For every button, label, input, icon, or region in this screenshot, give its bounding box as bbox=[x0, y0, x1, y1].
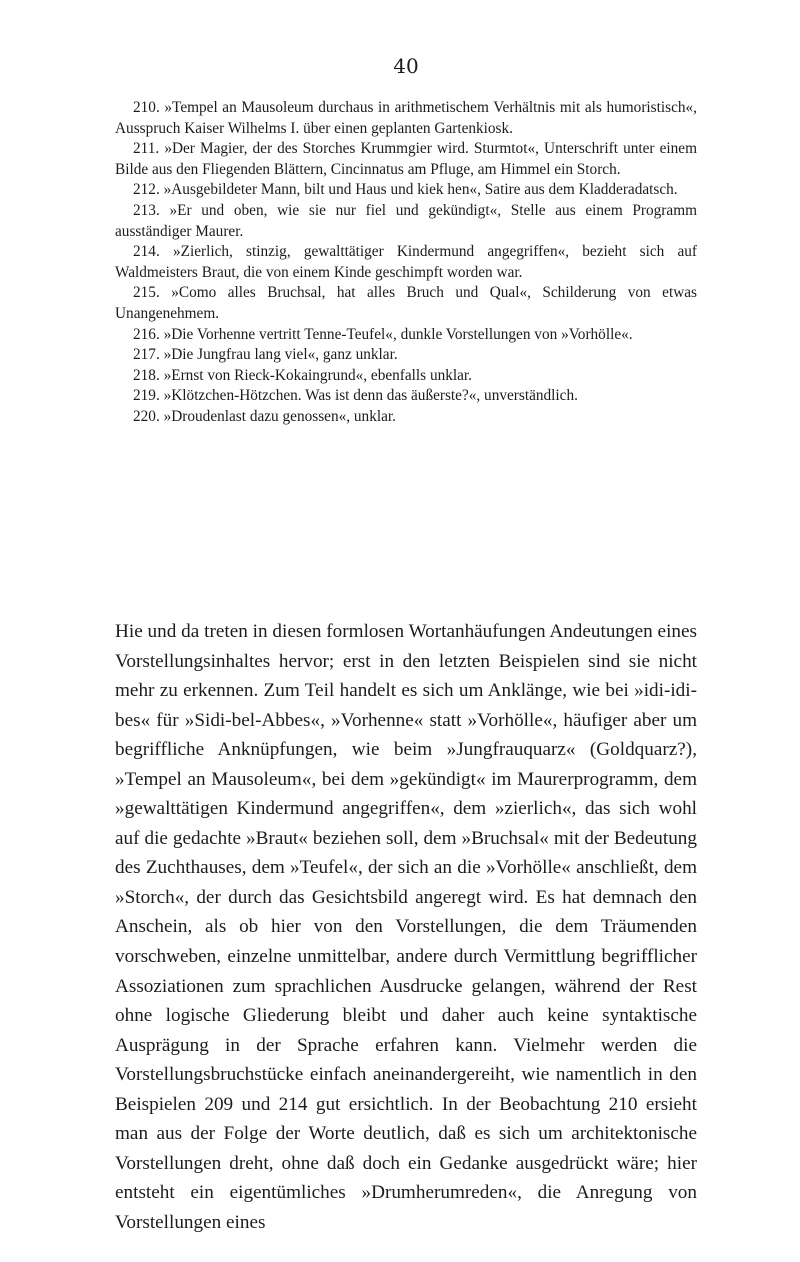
example-item-217: 217. »Die Jungfrau lang viel«, ganz unklar. bbox=[133, 346, 398, 364]
example-item-220: 220. »Droudenlast dazu genossen«, unklar. bbox=[133, 407, 396, 425]
page-number: 40 bbox=[393, 54, 419, 78]
example-item-216: 216. »Die Vorhenne vertritt Tenne-Teufel«, dunkle Vorstellungen von »Vorhölle«. bbox=[133, 325, 633, 343]
example-item-218: 218. »Ernst von Rieck-Kokaingrund«, ebenfalls unklar. bbox=[133, 366, 473, 384]
example-item-210: 210. »Tempel an Mausoleum durchaus in arithmetischem Verhältnis mit als humoristisch«, Ausspruch Kaiser Wilhelms I. über einen geplanten Gartenkiosk. bbox=[115, 99, 697, 137]
body-paragraph: Hie und da treten in diesen formlosen Wortanhäufungen Andeutungen eines Vorstellungsinhaltes hervor; erst in den letzten Beispielen sind sie nicht mehr zu erkennen. Zum Teil handelt es sich um Anklänge, wie bei »idi-idi-bes« für »Sidi-bel-Abbes«, »Vorhenne« statt »Vorhölle«, häufiger aber um begriffliche Anknüpfungen, wie beim »Jungfrauquarz« (Goldquarz?), »Tempel an Mausoleum«, bei dem »gekündigt« im Maurerprogramm, dem »gewalttätigen Kindermund angegriffen«, dem »zierlich«, das sich wohl auf die gedachte »Braut« beziehen soll, dem »Bruchsal« mit der Bedeutung des Zuchthauses, dem »Teufel«, der sich an die »Vorhölle« anschließt, dem »Storch«, der durch das Gesichtsbild angeregt wird. Es hat demnach den Anschein, als ob hier von den Vorstellungen, die dem Träumenden vorschweben, einzelne unmittelbar, andere durch Vermittlung begrifflicher Assoziationen zum sprachlichen Ausdrucke gelangen, während der Rest ohne logische Gliederung bleibt und daher auch keine syntaktische Ausprägung in der Sprache erfahren kann. Vielmehr werden die Vorstellungsbruchstücke einfach aneinandergereiht, wie namentlich in den Beispielen 209 und 214 gut ersichtlich. In der Beobachtung 210 ersieht man aus der Folge der Worte deutlich, daß es sich um architektonische Vorstellungen dreht, ohne daß doch ein Gedanke ausgedrückt wäre; hier entsteht ein eigentümliches »Drumherumreden«, die Anregung von Vorstellungen eines bbox=[115, 621, 697, 1233]
example-item-211: 211. »Der Magier, der des Storches Krummgier wird. Sturmtot«, Unterschrift unter einem Bilde aus den Fliegenden Blättern, Cincinnatus am Pfluge, am Himmel ein Storch. bbox=[115, 140, 697, 178]
numbered-examples-list bbox=[115, 98, 697, 428]
example-item-214: 214. »Zierlich, stinzig, gewalttätiger Kindermund angegriffen«, bezieht sich auf Waldmeisters Braut, die von einem Kinde geschimpft worden war. bbox=[115, 243, 697, 281]
example-item-212: 212. »Ausgebildeter Mann, bilt und Haus und kiek hen«, Satire aus dem Kladderadatsch. bbox=[133, 181, 678, 199]
example-item-215: 215. »Como alles Bruchsal, hat alles Bruch und Qual«, Schilderung von etwas Unangenehmem. bbox=[115, 284, 697, 322]
example-item-213: 213. »Er und oben, wie sie nur fiel und gekündigt«, Stelle aus einem Programm ausständiger Maurer. bbox=[115, 201, 697, 240]
example-item-219: 219. »Klötzchen-Hötzchen. Was ist denn das äußerste?«, unverständlich. bbox=[133, 387, 578, 405]
